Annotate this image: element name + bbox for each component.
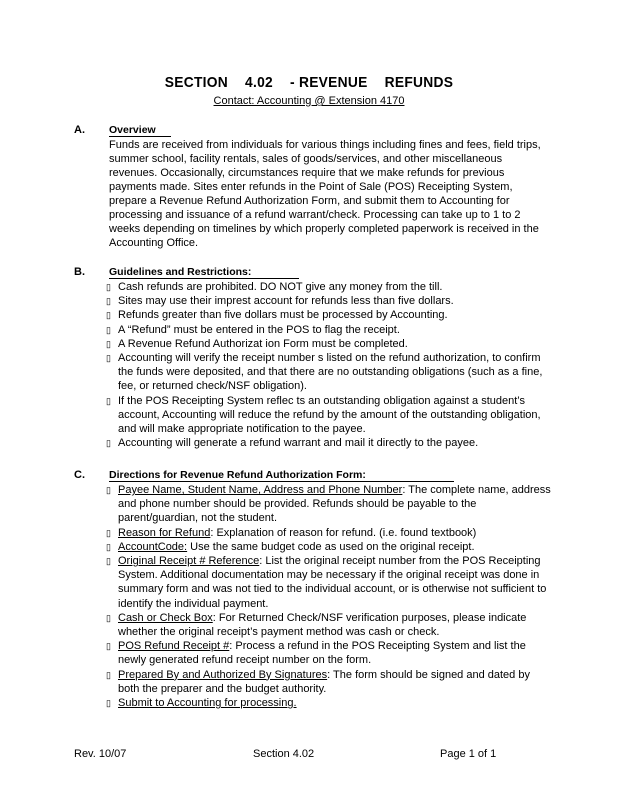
guideline-text: Accounting will generate a refund warrant and mail it directly to the payee.: [118, 437, 479, 450]
page-title: [25, 74, 594, 91]
direction-label: Original Receipt # Reference: [118, 555, 260, 568]
contact-line: Contact: Accounting @ Extension 4170: [213, 95, 405, 107]
direction-item: [106, 526, 551, 540]
guideline-item: [106, 351, 551, 394]
direction-label: Reason for Refund: [118, 526, 211, 539]
bullet-icon: ▯: [106, 353, 111, 364]
direction-label: Cash or Check Box: [118, 611, 213, 624]
title-section-word: SECTION: [164, 74, 229, 91]
guideline-item: [106, 280, 551, 294]
guideline-text: Accounting will verify the receipt number s listed on the refund authorization, to confirm the funds were deposited, and that there are no outstanding obligations (such as a fine, fee, or returned check/NSF obligation).: [118, 352, 543, 393]
title-revenue: - REVENUE: [289, 74, 368, 91]
guideline-text: Cash refunds are prohibited. DO NOT give any money from the till.: [118, 281, 443, 293]
bullet-icon: ▯: [106, 338, 111, 349]
direction-item: [106, 668, 551, 696]
guideline-item: [106, 337, 551, 351]
overview-text: Funds are received from individuals for various things including fines and fees, field trips, summer school, facility rentals, sales of goods/services, and other miscellaneous revenues. Occasionally, circumstances require that we make refunds for previous payments made. Sites enter refunds in the Point of Sale (POS) Receipting System, prepare a Revenue Refund Authorization Form, and submit them to Accounting for processing and issuance of a refund warrant/check. Processing can take up to 1 to 2 weeks depending on timelines by which properly completed paperwork is received in the Accounting Office.: [109, 139, 541, 249]
guideline-text: Sites may use their imprest account for refunds less than five dollars.: [118, 295, 454, 308]
section-b-letter: B.: [74, 266, 85, 278]
direction-text: : The complete name, address and phone number should be provided. Refunds should be payable to the parent/guardian, not the student.: [118, 484, 551, 525]
bullet-icon: ▯: [106, 698, 111, 709]
bullet-icon: ▯: [106, 282, 111, 292]
bullet-icon: ▯: [106, 556, 111, 567]
direction-text: Use the same budget code as used on the original receipt.: [187, 540, 475, 553]
direction-text: : For Returned Check/NSF verification purposes, please indicate whether the original receipt’s payment method was cash or check.: [118, 611, 527, 639]
bullet-icon: ▯: [106, 612, 111, 623]
section-c-letter: C.: [74, 469, 85, 481]
direction-item: [106, 540, 551, 554]
bullet-icon: ▯: [106, 541, 111, 552]
guideline-item: [106, 394, 551, 437]
title-section-number: 4.02: [245, 74, 273, 91]
section-a-letter: A.: [74, 124, 85, 136]
bullet-icon: ▯: [106, 669, 111, 680]
bullet-icon: ▯: [106, 438, 111, 449]
direction-item: [106, 696, 551, 710]
bullet-icon: ▯: [106, 296, 111, 307]
direction-label: POS Refund Receipt #: [118, 640, 230, 653]
title-refunds: REFUNDS: [384, 74, 454, 91]
guideline-item: [106, 308, 551, 322]
guideline-text: If the POS Receipting System reflec ts an outstanding obligation against a student’s account, Accounting will reduce the refund by the amount of the outstanding obligation, and will make appropriate notification to the payee.: [118, 394, 541, 436]
direction-text: : List the original receipt number from the POS Receipting System. Additional documentation may be necessary if the original receipt was done in summary form and was not tied to the individual account, or is otherwise not sufficient to identify the individual payment.: [118, 555, 547, 610]
footer-section: Section 4.02: [253, 748, 315, 760]
footer-revision: Rev. 10/07: [74, 748, 127, 760]
guideline-item: [106, 294, 551, 308]
direction-text: : Explanation of reason for refund. (i.e. found textbook): [210, 526, 477, 539]
directions-list: [106, 483, 551, 710]
footer-page-number: Page 1 of 1: [440, 748, 497, 760]
guideline-text: Refunds greater than five dollars must be processed by Accounting.: [118, 309, 448, 322]
bullet-icon: ▯: [106, 527, 111, 538]
direction-label: Payee Name, Student Name, Address and Phone Number: [118, 484, 403, 496]
guideline-item: [106, 323, 551, 337]
guideline-text: A “Refund” must be entered in the POS to flag the receipt.: [118, 323, 400, 336]
bullet-icon: ▯: [106, 310, 111, 321]
direction-text: : Process a refund in the POS Receipting System and list the newly generated refund receipt number on the form.: [118, 640, 526, 667]
direction-item: [106, 483, 551, 526]
section-c-heading: Directions for Revenue Refund Authorization Form:: [109, 469, 454, 482]
guideline-text: A Revenue Refund Authorizat ion Form must be completed.: [118, 337, 408, 350]
guideline-item: [106, 436, 551, 450]
direction-item: [106, 611, 551, 639]
direction-item: [106, 639, 551, 667]
section-a-heading: Overview: [109, 124, 171, 137]
section-b-heading: Guidelines and Restrictions:: [109, 266, 299, 279]
direction-label: Prepared By and Authorized By Signatures: [118, 668, 328, 681]
bullet-icon: ▯: [106, 395, 111, 406]
bullet-icon: ▯: [106, 485, 111, 495]
direction-label: AccountCode:: [118, 540, 188, 553]
guidelines-list: [106, 280, 551, 450]
bullet-icon: ▯: [106, 641, 111, 652]
direction-label: Submit to Accounting for processing.: [118, 697, 297, 710]
direction-item: [106, 554, 551, 611]
bullet-icon: ▯: [106, 324, 111, 335]
direction-text: : The form should be signed and dated by both the preparer and the budget authority.: [118, 668, 530, 695]
